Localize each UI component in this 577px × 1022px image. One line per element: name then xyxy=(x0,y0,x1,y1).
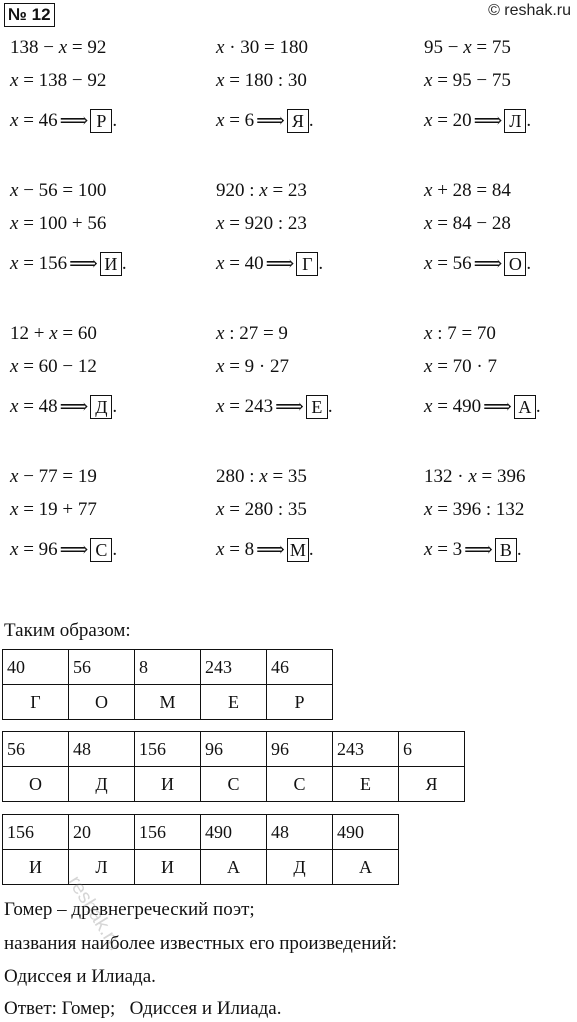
letter-box: И xyxy=(100,252,122,276)
number-cell: 156 xyxy=(135,815,201,850)
implies-arrow-icon: ⟹ xyxy=(59,539,89,561)
equation-step: x = 920 : 23 xyxy=(216,213,307,234)
period: . xyxy=(318,253,324,274)
equation-step: x = 9 · 27 xyxy=(216,356,289,377)
equation: 280 : x = 35 xyxy=(216,466,307,487)
number-cell: 156 xyxy=(135,732,201,767)
implies-arrow-icon: ⟹ xyxy=(256,539,285,561)
equation: x · 30 = 180 xyxy=(216,37,308,58)
implies-arrow-icon: ⟹ xyxy=(256,110,285,132)
equation-result xyxy=(424,395,541,419)
result-value: x = 40 xyxy=(216,253,264,274)
letter-box: С xyxy=(90,538,112,562)
equation-step: x = 95 − 75 xyxy=(424,70,511,91)
equation-result xyxy=(10,252,127,276)
number-cell: 8 xyxy=(135,650,201,685)
letter-cell: А xyxy=(201,850,267,885)
result-value: x = 20 xyxy=(424,110,472,131)
implies-arrow-icon: ⟹ xyxy=(69,253,98,275)
period: . xyxy=(526,253,532,274)
equation-result xyxy=(424,252,531,276)
watermark-text: reshak.ru xyxy=(63,872,127,955)
letter-cell: Е xyxy=(333,767,399,802)
equation: 132 · x = 396 xyxy=(424,466,526,487)
equation: 95 − x = 75 xyxy=(424,37,511,58)
answer-line: Ответ: Гомер; Одиссея и Илиада. xyxy=(4,998,282,1019)
letter-box: А xyxy=(514,395,536,419)
problem-number-badge: № 12 xyxy=(4,3,55,27)
number-cell: 6 xyxy=(399,732,465,767)
number-cell: 243 xyxy=(333,732,399,767)
equation-result xyxy=(216,538,314,562)
letter-box: Д xyxy=(90,395,112,419)
implies-arrow-icon: ⟹ xyxy=(59,110,89,132)
equation: 12 + x = 60 xyxy=(10,323,97,344)
letter-box: Я xyxy=(287,109,309,133)
equation-result xyxy=(10,395,117,419)
equation-result xyxy=(10,109,117,133)
number-cell: 156 xyxy=(3,815,69,850)
result-value: x = 6 xyxy=(216,110,255,131)
period: . xyxy=(112,396,118,417)
result-value: x = 96 xyxy=(10,539,58,560)
thus-label: Таким образом: xyxy=(4,620,131,641)
letter-box: В xyxy=(495,538,517,562)
table-row xyxy=(3,650,333,685)
letter-cell: И xyxy=(3,850,69,885)
letter-cell: Д xyxy=(267,850,333,885)
equation-result xyxy=(216,395,333,419)
result-value: x = 156 xyxy=(10,253,68,274)
table-row xyxy=(3,815,399,850)
equation: x : 27 = 9 xyxy=(216,323,288,344)
table-row xyxy=(3,732,465,767)
number-cell: 56 xyxy=(3,732,69,767)
number-cell: 490 xyxy=(333,815,399,850)
number-cell: 96 xyxy=(201,732,267,767)
implies-arrow-icon: ⟹ xyxy=(473,253,503,275)
letter-cell: А xyxy=(333,850,399,885)
implies-arrow-icon: ⟹ xyxy=(464,539,493,561)
implies-arrow-icon: ⟹ xyxy=(473,110,503,132)
letter-cell: М xyxy=(135,685,201,720)
letter-cell: О xyxy=(69,685,135,720)
number-cell: 40 xyxy=(3,650,69,685)
result-value: x = 3 xyxy=(424,539,463,560)
letter-cell: И xyxy=(135,767,201,802)
result-value: x = 490 xyxy=(424,396,482,417)
result-value: x = 8 xyxy=(216,539,255,560)
equation-result xyxy=(424,109,531,133)
result-value: x = 243 xyxy=(216,396,274,417)
equation-step: x = 70 · 7 xyxy=(424,356,497,377)
letter-box: Г xyxy=(296,252,318,276)
period: . xyxy=(308,110,314,131)
letter-cell: О xyxy=(3,767,69,802)
period: . xyxy=(535,396,541,417)
equation-step: x = 60 − 12 xyxy=(10,356,97,377)
period: . xyxy=(308,539,314,560)
letter-cell: Я xyxy=(399,767,465,802)
period: . xyxy=(516,539,522,560)
equation-step: x = 19 + 77 xyxy=(10,499,97,520)
period: . xyxy=(112,539,118,560)
letter-cell: Л xyxy=(69,850,135,885)
number-cell: 243 xyxy=(201,650,267,685)
letter-cell: Д xyxy=(69,767,135,802)
number-cell: 490 xyxy=(201,815,267,850)
equation-step: x = 180 : 30 xyxy=(216,70,307,91)
implies-arrow-icon: ⟹ xyxy=(275,396,304,418)
letter-cell: С xyxy=(267,767,333,802)
implies-arrow-icon: ⟹ xyxy=(59,396,89,418)
equation: x : 7 = 70 xyxy=(424,323,496,344)
equation-step: x = 396 : 132 xyxy=(424,499,525,520)
equation-result xyxy=(10,538,117,562)
site-credit: © reshak.ru xyxy=(488,2,571,19)
letter-cell: С xyxy=(201,767,267,802)
decode-table xyxy=(2,731,465,802)
period: . xyxy=(112,110,118,131)
number-cell: 56 xyxy=(69,650,135,685)
period: . xyxy=(121,253,127,274)
conclusion-line-2: названия наиболее известных его произведений: xyxy=(4,933,397,954)
result-value: x = 48 xyxy=(10,396,58,417)
number-cell: 96 xyxy=(267,732,333,767)
implies-arrow-icon: ⟹ xyxy=(265,253,295,275)
number-cell: 46 xyxy=(267,650,333,685)
period: . xyxy=(526,110,532,131)
equation: x − 77 = 19 xyxy=(10,466,97,487)
letter-box: Е xyxy=(306,395,328,419)
number-cell: 48 xyxy=(69,732,135,767)
equation-step: x = 100 + 56 xyxy=(10,213,107,234)
period: . xyxy=(327,396,333,417)
implies-arrow-icon: ⟹ xyxy=(483,396,512,418)
letter-cell: Г xyxy=(3,685,69,720)
decode-table xyxy=(2,814,399,885)
conclusion-line-1: Гомер – древнегреческий поэт; xyxy=(4,899,255,920)
letter-box: Л xyxy=(504,109,526,133)
decode-table xyxy=(2,649,333,720)
result-value: x = 56 xyxy=(424,253,472,274)
equation-result xyxy=(216,252,323,276)
equation-result xyxy=(216,109,314,133)
equation: x − 56 = 100 xyxy=(10,180,107,201)
letter-cell: И xyxy=(135,850,201,885)
letter-cell: Р xyxy=(267,685,333,720)
letter-box: М xyxy=(287,538,309,562)
equation: 920 : x = 23 xyxy=(216,180,307,201)
result-value: x = 46 xyxy=(10,110,58,131)
letter-box: Р xyxy=(90,109,112,133)
table-row xyxy=(3,685,333,720)
number-cell: 48 xyxy=(267,815,333,850)
letter-cell: Е xyxy=(201,685,267,720)
equation: x + 28 = 84 xyxy=(424,180,511,201)
equation-step: x = 84 − 28 xyxy=(424,213,511,234)
number-cell: 20 xyxy=(69,815,135,850)
letter-box: О xyxy=(504,252,526,276)
table-row xyxy=(3,767,465,802)
table-row xyxy=(3,850,399,885)
equation-step: x = 280 : 35 xyxy=(216,499,307,520)
equation-step: x = 138 − 92 xyxy=(10,70,107,91)
conclusion-line-3: Одиссея и Илиада. xyxy=(4,966,156,987)
equation: 138 − x = 92 xyxy=(10,37,107,58)
equation-result xyxy=(424,538,522,562)
